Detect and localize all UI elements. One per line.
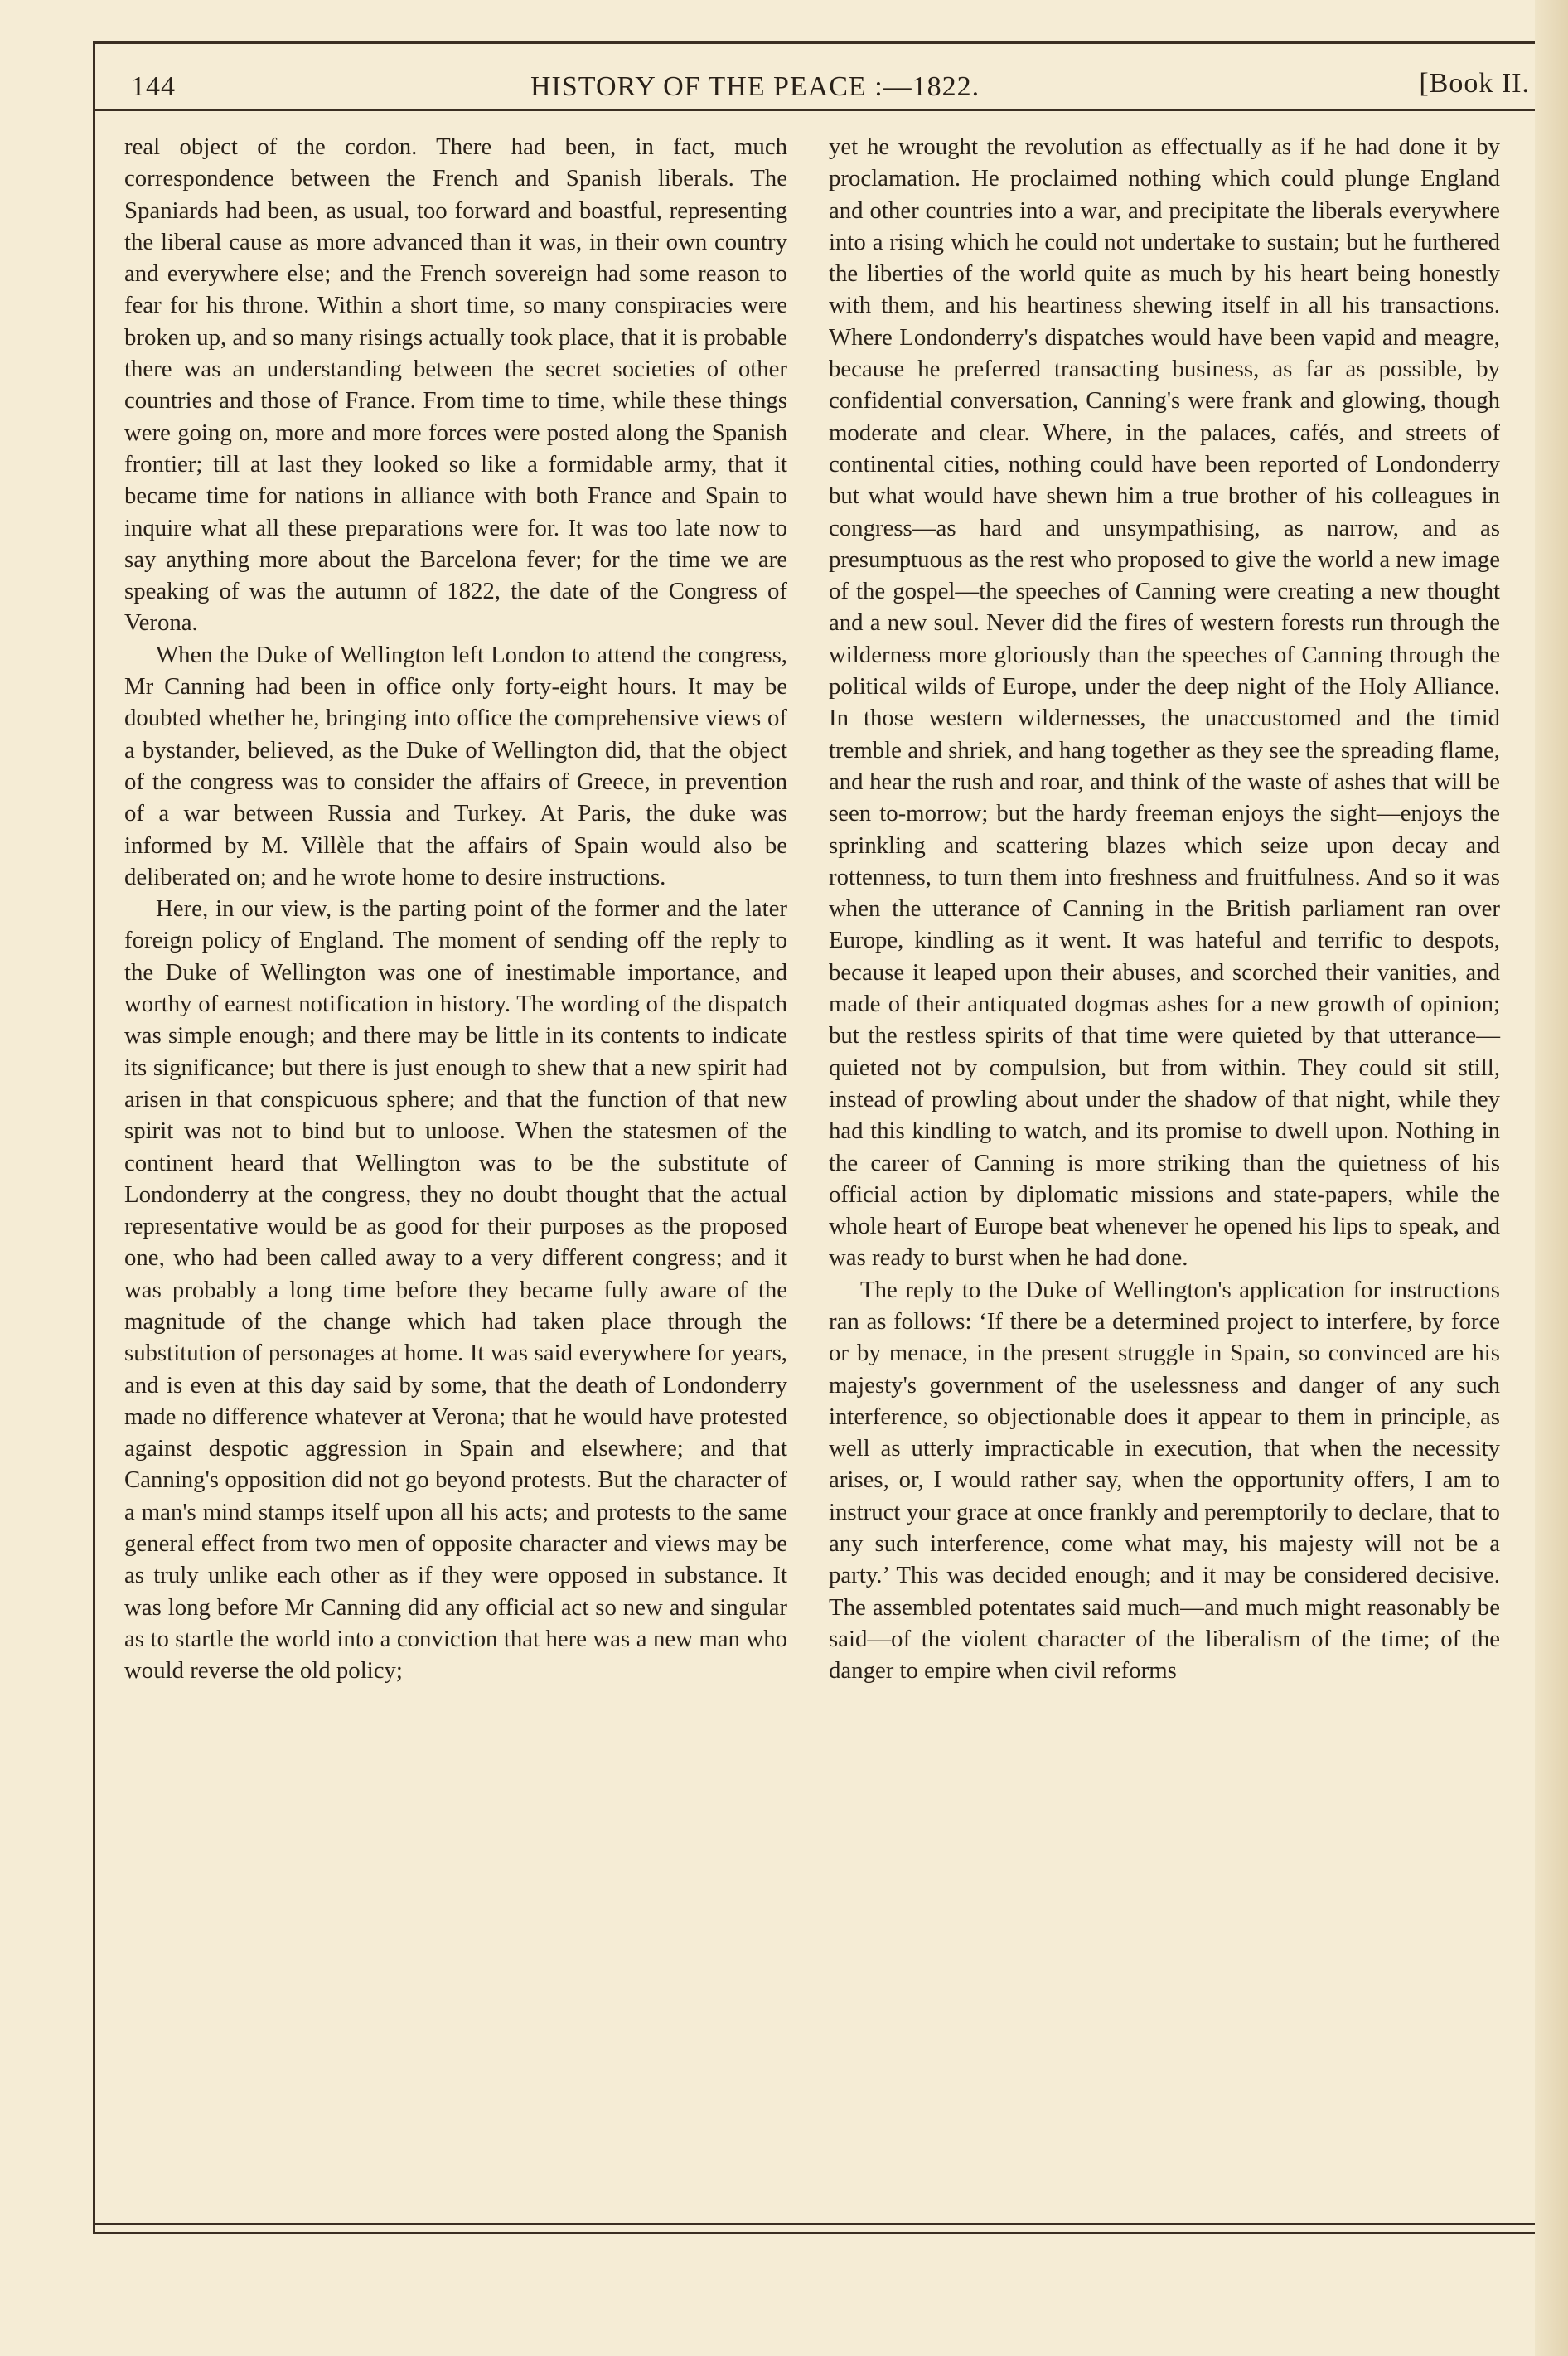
- left-paragraph-1: real object of the cordon. There had been, in fact, much correspondence between the French and Spanish liberals. The Spaniards had been, as usual, too forward and boastful, representing the liberal cause as more advanced than it was, in their own country and everywhere else; and the French sovereign had some reason to fear for his throne. Within a short time, so many conspiracies were broken up, and so many risings actually took place, that it is probable there was an understanding between the secret societies of other countries and those of France. From time to time, while these things were going on, more and more forces were posted along the Spanish frontier; till at last they looked so like a formidable army, that it became time for nations in alliance with both France and Spain to inquire what all these preparations were for. It was too late now to say anything more about the Barcelona fever; for the time we are speaking of was the autumn of 1822, the date of the Congress of Verona.: [124, 133, 787, 637]
- left-column: [124, 131, 787, 1687]
- footer-rule: [93, 2223, 1535, 2225]
- running-title: HISTORY OF THE PEACE :—1822.: [530, 71, 980, 102]
- left-paragraph-3: Here, in our view, is the parting point of the former and the later foreign policy of England. The moment of sending off the reply to the Duke of Wellington was one of inestimable importance, and worthy of earnest notification in history. The wording of the dispatch was simple enough; and there may be little in its contents to indicate its significance; but there is just enough to shew that a new spirit had arisen in that conspicuous sphere; and that the function of that new spirit was not to bind but to unloose. When the statesmen of the continent heard that Wellington was to be the substitute of Londonderry at the congress, they no doubt thought that the actual representative would be as good for their purposes as the proposed one, who had been called away to a very different congress; and it was probably a long time before they became fully aware of the magnitude of the change which had taken place through the substitution of personages at home. It was said everywhere for years, and is even at this day said by some, that the death of Londonderry made no difference whatever at Verona; that he would have protested against despotic aggression in Spain and elsewhere; and that Canning's opposition did not go beyond protests. But the character of a man's mind stamps itself upon all his acts; and protests to the same general effect from two men of opposite character and views may be as truly unlike each other as if they were opposed in substance. It was long before Mr Canning did any official act so new and singular as to startle the world into a conviction that here was a new man who would reverse the old policy;: [124, 895, 787, 1685]
- header-rule: [93, 109, 1535, 111]
- page-edge: [1535, 0, 1568, 2356]
- page-header: [124, 65, 1533, 114]
- right-column: [829, 131, 1500, 1687]
- book-label: [Book II.: [1419, 68, 1530, 99]
- right-paragraph-1: yet he wrought the revolution as effectually as if he had done it by proclamation. He proclaimed nothing which could plunge England and other countries into a war, and precipitate the liberals everywhere into a rising which he could not undertake to sustain; but he furthered the liberties of the world quite as much by his heart being honestly with them, and his heartiness shewing itself in all his transactions. Where Londonderry's dispatches would have been vapid and meagre, because he preferred transacting business, as far as possible, by confidential conversation, Canning's were frank and glowing, though moderate and clear. Where, in the palaces, cafés, and streets of continental cities, nothing could have been reported of Londonderry but what would have shewn him a true brother of his colleagues in congress—as hard and unsympathising, as narrow, and as presumptuous as the rest who proposed to give the world a new image of the gospel—the speeches of Canning were creating a new thought and a new soul. Never did the fires of western forests run through the wilderness more gloriously than the speeches of Canning through the political wilds of Europe, under the deep night of the Holy Alliance. In those western wildernesses, the unaccustomed and the timid tremble and shriek, and hang together as they see the spreading flame, and hear the rush and roar, and think of the waste of ashes that will be seen to-morrow; but the hardy freeman enjoys the sight—enjoys the sprinkling and scattering blazes which seize upon decay and rottenness, to turn them into freshness and fruitfulness. And so it was when the utterance of Canning in the British parliament ran over Europe, kindling as it went. It was hateful and terrific to despots, because it leaped upon their abuses, and scorched their vanities, and made of their antiquated dogmas ashes for a new growth of opinion; but the restless spirits of that time were quieted by that utterance—quieted not by compulsion, but from within. They could sit still, instead of prowling about under the shadow of that night, while they had this kindling to watch, and its promise to dwell upon. Nothing in the career of Canning is more striking than the quietness of his official action by diplomatic missions and state-papers, while the whole heart of Europe beat whenever he opened his lips to speak, and was ready to burst when he had done.: [829, 133, 1500, 1272]
- left-paragraph-2: When the Duke of Wellington left London to attend the congress, Mr Canning had been in office only forty-eight hours. It may be doubted whether he, bringing into office the comprehensive views of a bystander, believed, as the Duke of Wellington did, that the object of the congress was to consider the affairs of Greece, in prevention of a war between Russia and Turkey. At Paris, the duke was informed by M. Villèle that the affairs of Spain would also be deliberated on; and he wrote home to desire instructions.: [124, 641, 787, 890]
- right-paragraph-2: The reply to the Duke of Wellington's application for instructions ran as follows: ‘If there be a determined project to interfere, by force or by menace, in the present struggle in Spain, so convinced are his majesty's government of the uselessness and danger of any such interference, so objectionable does it appear to them in principle, as well as utterly impracticable in execution, that when the necessity arises, or, I would rather say, when the opportunity offers, I am to instruct your grace at once frankly and peremptorily to declare, that to any such interference, come what may, his majesty will not be a party.’ This was decided enough; and it may be considered decisive. The assembled potentates said much—and much might reasonably be said—of the violent character of the liberalism of the time; of the danger to empire when civil reforms: [829, 1276, 1500, 1685]
- page-number: 144: [131, 71, 176, 102]
